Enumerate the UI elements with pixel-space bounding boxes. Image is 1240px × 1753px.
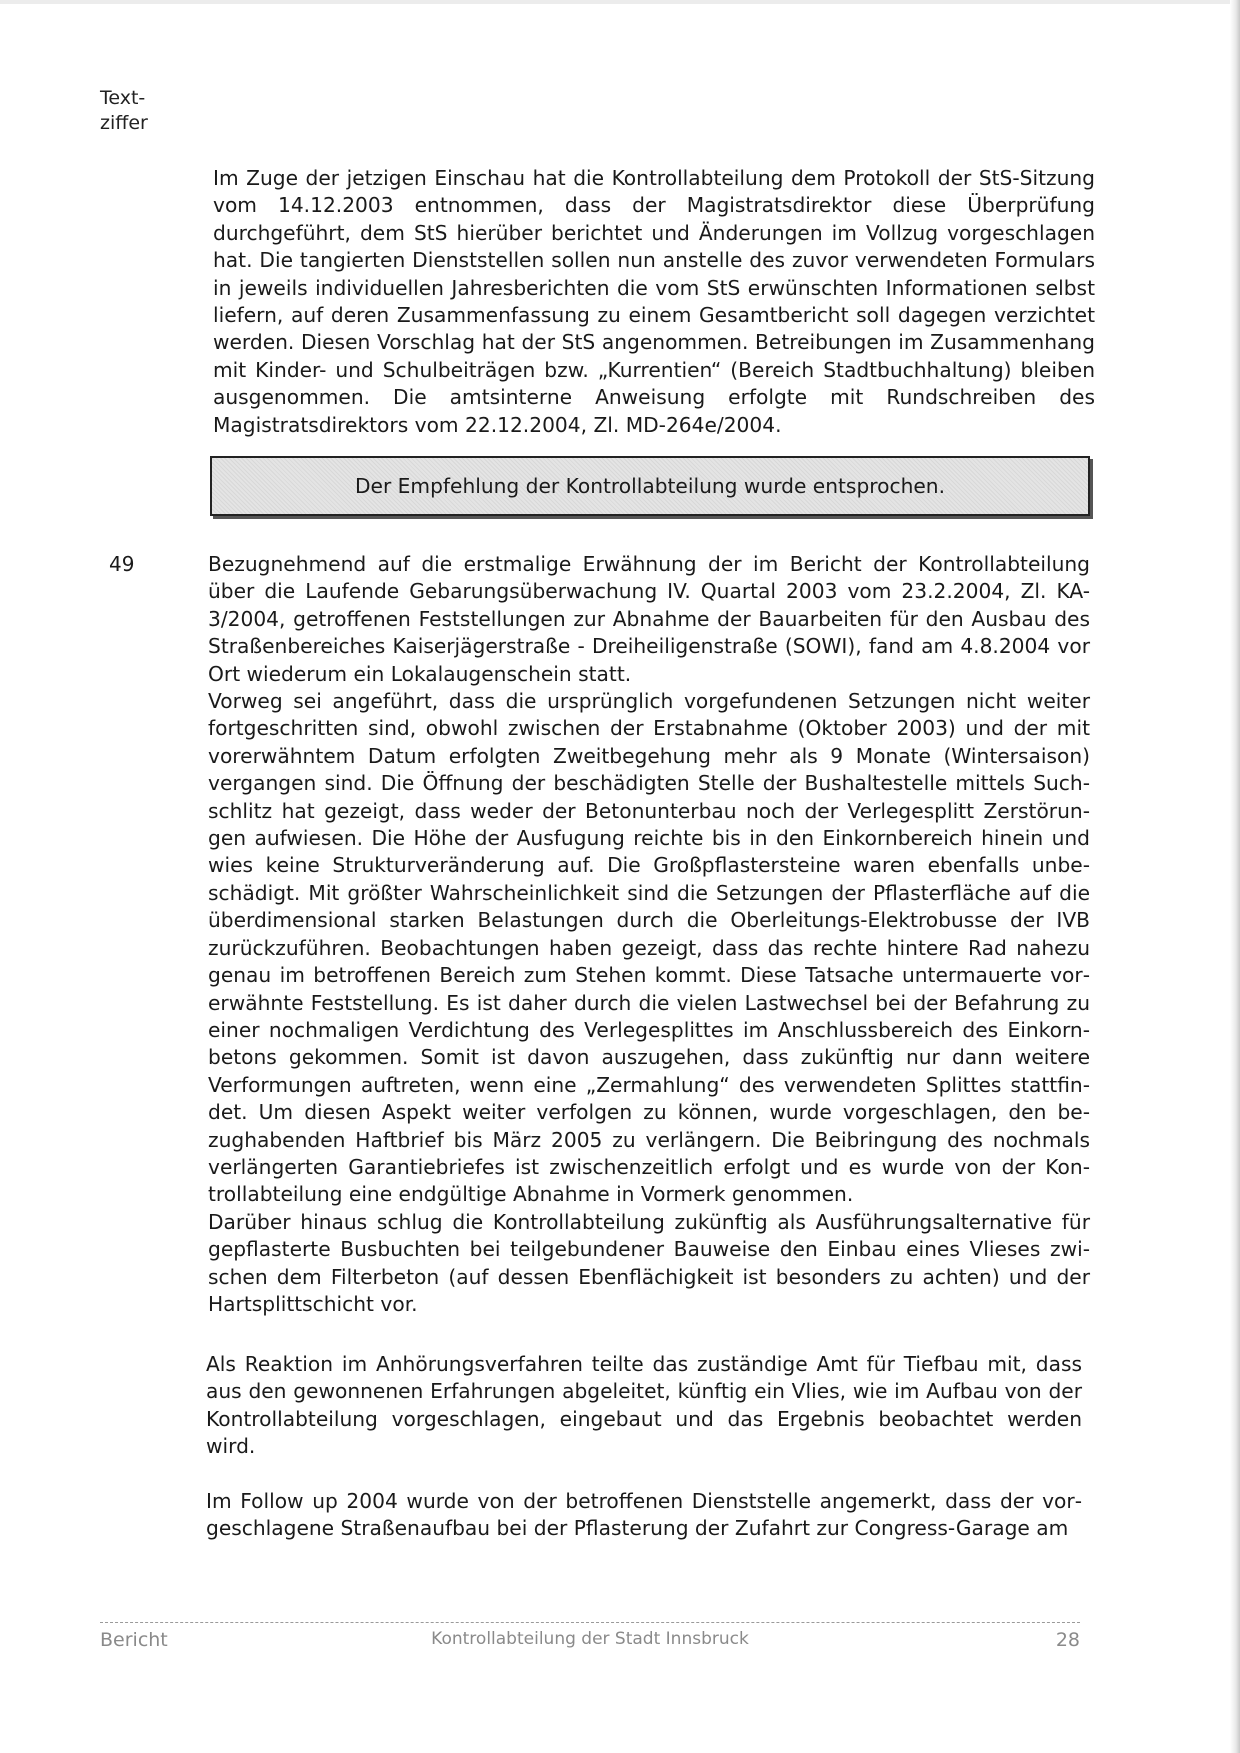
- margin-label-line1: Text-: [100, 87, 146, 109]
- margin-label-line2: ziffer: [100, 112, 148, 134]
- margin-label-textziffer: [100, 86, 148, 136]
- page-footer: [100, 1629, 1080, 1655]
- scan-edge-right: [1230, 0, 1240, 1753]
- response-paragraph: [206, 1351, 1082, 1461]
- footer-page-number: 28: [1055, 1629, 1080, 1651]
- followup-paragraph-text: Im Follow up 2004 wurde von der betroffenen Dienststelle angemerkt, dass der vorgeschlagene Straßenaufbau bei der Pflasterung der Zufahrt zur Congress-Garage am: [206, 1489, 1082, 1541]
- section-49-paragraph-2: Vorweg sei angeführt, dass die ursprünglich vorgefundenen Setzungen nicht weiter fortgeschritten sind, obwohl zwischen der Erstabnahme (Oktober 2003) und der mit vorerwähntem Datum erfolgten Zweitbegehung mehr als 9 Monate (Wintersaison) vergangen sind. Die Öffnung der beschädigten Stelle der Bushaltestelle mittels Suchschlitz hat gezeigt, dass weder der Betonunterbau noch der Verlegesplitt Zerstörungen aufwiesen. Die Höhe der Ausfugung reichte bis in den Einkornbereich hinein und wies keine Strukturveränderung auf. Die Großpflastersteine waren ebenfalls unbeschädigt. Mit größter Wahrscheinlichkeit sind die Setzungen der Pflasterfläche auf die überdimensional starken Belastungen durch die Oberleitungs-Elektrobusse der IVB zurückzuführen. Beobachtungen haben gezeigt, dass das rechte hintere Rad nahezu genau im betroffenen Bereich zum Stehen kommt. Diese Tatsache untermauerte vorerwähnte Feststellung. Es ist daher durch die vielen Lastwechsel bei der Befahrung zu einer nochmaligen Verdichtung des Verlegesplittes im Anschlussbereich des Einkornbetons gekommen. Somit ist davon auszugehen, dass zukünftig nur dann weitere Verformungen auftreten, wenn eine „Zermahlung“ des verwendeten Splittes stattfindet. Um diesen Aspekt weiter verfolgen zu können, wurde vorgeschlagen, den bezughabenden Haftbrief bis März 2005 zu verlängern. Die Beibringung des nochmals verlängerten Garantiebriefes ist zwischenzeitlich erfolgt und es wurde von der Kontrollabteilung eine endgültige Abnahme in Vormerk genommen.: [208, 689, 1090, 1207]
- footer-center-label: Kontrollabteilung der Stadt Innsbruck: [431, 1629, 749, 1649]
- footer-left-label: Bericht: [100, 1629, 168, 1651]
- section-49-paragraph-3: Darüber hinaus schlug die Kontrollabteilung zukünftig als Ausführungsalternative für gepflasterte Busbuchten bei teilgebundener Bauweise den Einbau eines Vlieses zwischen dem Filterbeton (auf dessen Ebenflächigkeit ist besonders zu achten) und der Hartsplittschicht vor.: [208, 1209, 1090, 1316]
- section-49-paragraph-1: Bezugnehmend auf die erstmalige Erwähnung der im Bericht der Kontrollabteilung über die Laufende Gebarungsüberwachung IV. Quartal 2003 vom 23.2.2004, Zl. KA-3/2004, getroffenen Feststellungen zur Abnahme der Bauarbeiten für den Ausbau des Straßenbereiches Kaiserjägerstraße - Dreiheiligenstraße (SOWI), fand am 4.8.2004 vor Ort wiederum ein Lokalaugenschein statt.: [208, 552, 1090, 686]
- intro-paragraph: [213, 165, 1095, 439]
- response-paragraph-text: Als Reaktion im Anhörungsverfahren teilte das zuständige Amt für Tiefbau mit, dass aus den gewonnenen Erfahrungen abgeleitet, künftig ein Vlies, wie im Aufbau von der Kontrollabteilung vorgeschlagen, eingebaut und das Ergebnis beobachtet werden wird.: [206, 1352, 1082, 1459]
- recommendation-box-text: Der Empfehlung der Kontrollabteilung wurde entsprochen.: [355, 474, 945, 498]
- section-number: 49: [109, 552, 135, 576]
- section-49-body: [208, 551, 1090, 1318]
- scan-edge-top: [0, 0, 1240, 4]
- followup-paragraph: [206, 1488, 1082, 1543]
- intro-paragraph-text: Im Zuge der jetzigen Einschau hat die Kontrollabteilung dem Protokoll der StS-Sitzung vom 14.12.2003 entnommen, dass der Magistratsdirektor diese Überprüfung durchgeführt, dem StS hierüber berichtet und Änderungen im Vollzug vorgeschlagen hat. Die tangierten Dienststellen sollen nun anstelle des zuvor verwendeten Formulars in jeweils individuellen Jahresberichten die vom StS erwünschten Informationen selbst liefern, auf deren Zusammenfassung zu einem Gesamtbericht soll dagegen verzichtet werden. Diesen Vorschlag hat der StS angenommen. Betreibungen im Zusammenhang mit Kinder- und Schulbeiträgen bzw. „Kurrentien“ (Bereich Stadtbuchhaltung) bleiben ausgenommen. Die amtsinterne Anweisung erfolgte mit Rundschreiben des Magistratsdirektors vom 22.12.2004, Zl. MD-264e/2004.: [213, 166, 1095, 437]
- recommendation-box: [210, 456, 1090, 516]
- footer-divider: [100, 1622, 1080, 1623]
